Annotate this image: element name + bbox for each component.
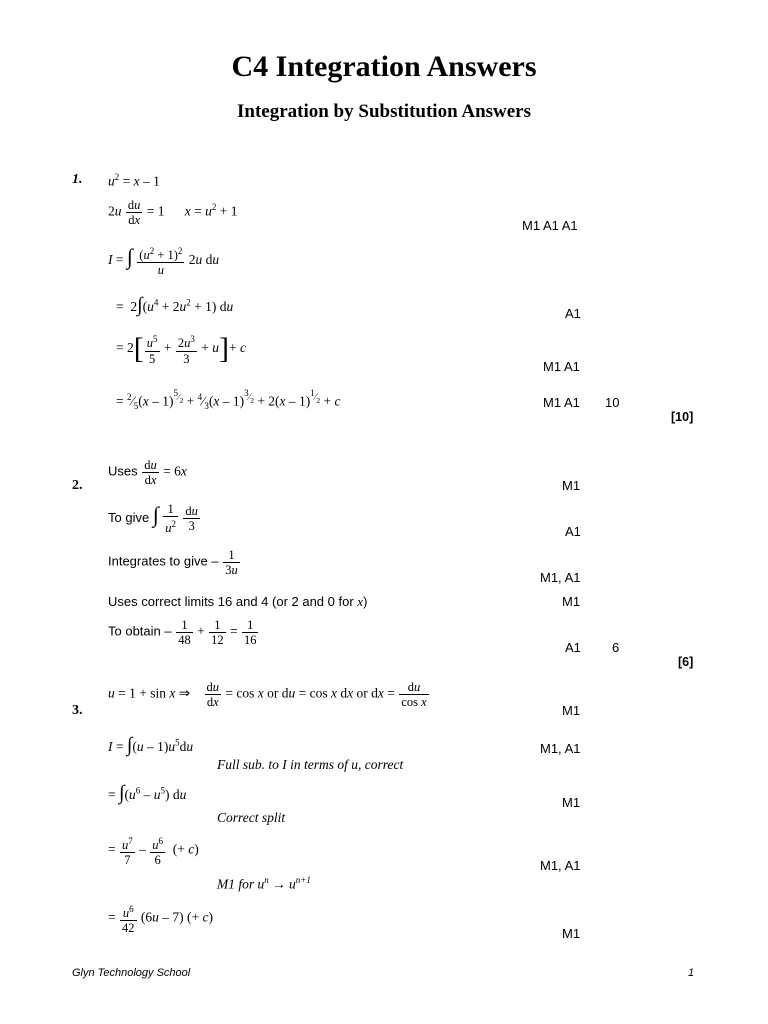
q3-step-1: u = 1 + sin x ⇒ $\frac{du}{dx}$ = cos x or du = cos x dx or dx = $\frac{du}{\text{cos x}}$ xyxy=(108,680,427,709)
question-number: 3. xyxy=(72,703,83,718)
q3-marks-4: M1, A1 xyxy=(540,858,581,873)
q3-note-3: Correct split xyxy=(217,810,286,825)
q3-marks-5: M1 xyxy=(562,926,581,941)
q3-step-2: $I = \int(u - 1)u^5du$ xyxy=(108,734,194,756)
q2-marks-3: M1, A1 xyxy=(540,570,581,585)
page-subtitle: Integration by Substitution Answers xyxy=(236,101,532,122)
q3-marks-3: M1 xyxy=(562,795,581,810)
question-number: 2. xyxy=(72,478,83,493)
q2-marks-1: M1 xyxy=(562,478,581,493)
q1-marks-5: M1 A1 xyxy=(543,359,580,374)
q2-subtotal: 6 xyxy=(612,640,620,655)
q2-step-3: Integrates to give – $\frac{1}{3u}$ xyxy=(108,548,238,577)
page-title: C4 Integration Answers xyxy=(231,50,537,83)
q2-step-4: Uses correct limits 16 and 4 (or 2 and 0 for x) xyxy=(108,594,368,609)
q2-marks-5: A1 xyxy=(565,640,581,655)
q3-step-3: = $\int(u^6 - u^5)$ du xyxy=(108,782,187,804)
footer-page-number: 1 xyxy=(688,967,695,979)
q1-step-1: $u^2 = x - 1$ xyxy=(108,172,160,189)
q2-total: [6] xyxy=(678,655,694,669)
q3-step-5: = $\frac{u^6}{42}$ (6u – 7) (+ c) xyxy=(108,904,213,936)
q2-step-2: To give ∫ $\frac{1}{u^2}$ $\frac{du}{3}$ xyxy=(108,502,198,536)
q2-step-5: To obtain – $\frac{1}{48}$ + $\frac{1}{12}$ = $\frac{1}{16}$ xyxy=(108,618,257,647)
q3-step-4: = $\frac{u^7}{7}$ – $\frac{u^6}{6}$ (+ c) xyxy=(108,836,199,868)
question-number: 1. xyxy=(72,172,83,187)
q2-step-1: Uses $\frac{du}{dx}$ = 6x xyxy=(108,458,187,487)
q3-marks-2: M1, A1 xyxy=(540,741,581,756)
q1-marks-2: M1 A1 A1 xyxy=(522,218,578,233)
q1-step-5: = 2[ $\frac{u^5}{5}$ + $\frac{2u^3}{3}$ + u]+ c xyxy=(116,332,246,366)
q1-subtotal: 10 xyxy=(605,395,620,410)
q3-note-2: Full sub. to I in terms of u, correct xyxy=(217,757,404,772)
q2-marks-2: A1 xyxy=(565,524,581,539)
q2-marks-4: M1 xyxy=(562,594,581,609)
q3-marks-1: M1 xyxy=(562,703,581,718)
q3-note-4: M1 for $u^n \to u^{n+1}$ xyxy=(217,875,311,892)
q1-step-2: 2u $\frac{du}{dx}$ = 1 $x = u^2 + 1$ xyxy=(108,198,238,227)
q1-step-6: = $^2⁄_5(x - 1)^{^5⁄_2}$ + $^4⁄_3(x - 1)^{^3⁄_2} + 2(x - 1)^{^1⁄_2} + c$ xyxy=(116,388,341,412)
q1-step-3: I = ∫ $\frac{(u^2 + 1)^2}{u}$ 2u du xyxy=(108,244,220,278)
q1-marks-6: M1 A1 xyxy=(543,395,580,410)
footer-school: Glyn Technology School xyxy=(72,967,191,979)
q1-step-4: = $2\int(u^4 + 2u^2 + 1)$ du xyxy=(116,294,234,316)
q1-marks-4: A1 xyxy=(565,306,581,321)
q1-total: [10] xyxy=(671,410,694,424)
